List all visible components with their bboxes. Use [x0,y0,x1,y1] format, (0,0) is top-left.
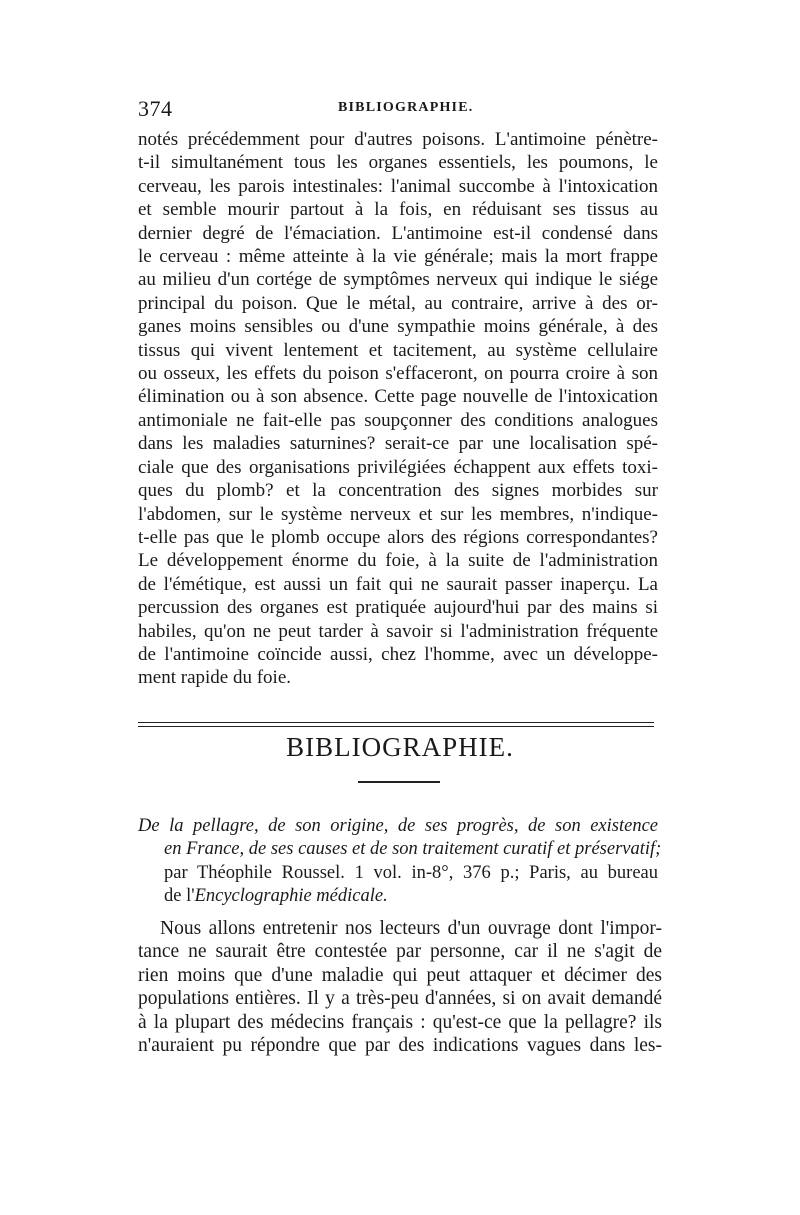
section-title: BIBLIOGRAPHIE. [286,732,514,762]
text-line: dernier degré de l'émaciation. L'antimoine est-il condensé dans [138,222,658,244]
page-header [138,96,668,128]
text-line: dans les maladies saturnines? serait-ce par une localisation spé- [138,433,658,455]
text-line: Le développement énorme du foie, à la suite de l'administration [138,550,658,572]
citation-publisher-line [138,885,658,908]
text-line: populations entières. Il y a très-peu d'années, si on avait demandé [138,988,662,1010]
text-line: au milieu d'un cortége de symptômes nerveux qui indique le siége [138,269,658,291]
text-line: notés précédemment pour d'autres poisons. L'antimoine pénètre- [138,129,658,150]
citation-prefix: de l' [164,886,195,907]
text-line: habiles, qu'on ne peut tarder à savoir si l'administration fréquente [138,620,658,642]
text-line: antimoniale ne fait-elle pas soupçonner des conditions analogues [138,409,658,431]
citation-title-cont: en France, de ses causes et de son traitement curatif et préservatif; [164,839,662,860]
text-line: cerveau, les parois intestinales: l'animal succombe à l'intoxication [138,175,658,197]
text-line: ganes moins sensibles ou d'une sympathie moins générale, à des [138,316,658,338]
citation-journal: Encyclographie médicale. [194,886,388,907]
text-line: tance ne saurait être contestée par personne, car il ne s'agit de [138,941,662,963]
section-divider [138,722,654,727]
citation-title: De la pellagre, de son origine, de ses progrès, de son existence [138,816,658,836]
text-line: ou osseux, les effets du poison s'effaceront, on pourra croire à son [138,363,658,385]
text-line: élimination ou à son absence. Cette page nouvelle de l'intoxication [138,386,658,408]
review-paragraph [138,917,662,1057]
citation-line [138,838,662,861]
text-line: et semble mourir partout à la fois, en réduisant ses tissus au [138,199,658,221]
book-citation [138,815,662,909]
text-line: rien moins que d'une maladie qui peut attaquer et décimer des [138,964,662,986]
text-line: tissus qui vivent lentement et tacitement, au système cellulaire [138,339,658,361]
text-line: l'abdomen, sur le système nerveux et sur les membres, n'indique- [138,503,658,525]
running-title: BIBLIOGRAPHIE. [338,100,474,115]
body-paragraph [138,128,658,690]
citation-line [138,815,658,838]
text-line: t-elle pas que le plomb occupe alors des régions correspondantes? [138,526,658,548]
text-line: percussion des organes est pratiquée aujourd'hui par des mains si [138,597,658,619]
page-number: 374 [138,96,173,121]
text-line: à la plupart des médecins français : qu'est-ce que la pellagre? ils [138,1011,662,1033]
text-line: ment rapide du foie. [138,667,292,689]
text-line: de l'antimoine coïncide aussi, chez l'homme, avec un développe- [138,643,658,665]
title-underline [358,781,440,783]
text-line: ques du plomb? et la concentration des signes morbides sur [138,480,658,502]
text-line: t-il simultanément tous les organes essentiels, les poumons, le [138,152,658,174]
text-line: Nous allons entretenir nos lecteurs d'un ouvrage dont l'impor- [160,918,662,939]
citation-author-line: par Théophile Roussel. 1 vol. in-8°, 376 p.; Paris, au bureau [164,862,658,883]
text-line: le cerveau : même atteinte à la vie générale; mais la mort frappe [138,246,658,268]
text-line: ciale que des organisations privilégiées échappent aux effets toxi- [138,456,658,478]
text-line: de l'émétique, est aussi un fait qui ne saurait passer inaperçu. La [138,573,658,595]
text-line: n'auraient pu répondre que par des indications vagues dans les- [138,1035,662,1057]
text-line: principal du poison. Que le métal, au contraire, arrive à des or- [138,292,658,314]
